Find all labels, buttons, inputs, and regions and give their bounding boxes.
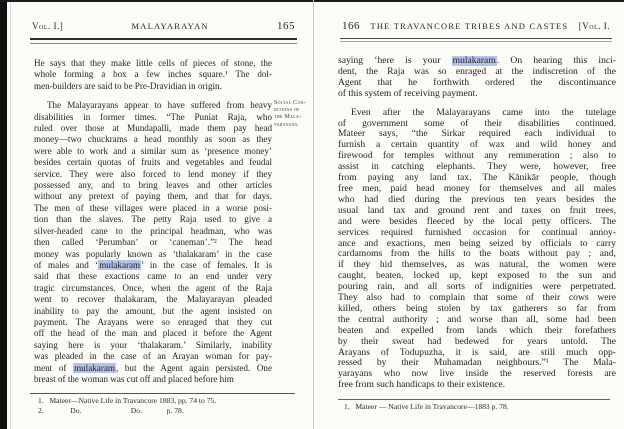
text-line: money—two chuckrams a head monthly as soon as they [34, 134, 272, 145]
text-line: money was popularly known as ‘thalakaram’ in the case [34, 248, 272, 259]
text-line: possessed any, and to bring leaves and other articles [34, 180, 272, 191]
footnote-rule [338, 399, 610, 400]
text-line: the Mala- [274, 114, 302, 121]
page-165 [8, 0, 313, 429]
text-line: the central authority ; and worse than all, some had been [338, 314, 616, 325]
text-line: silver-headed cane to the principal headman, who was [34, 225, 272, 236]
text-line: caught, beaten, locked up, kept exposed to the sun and [338, 271, 616, 282]
text-line: Even after the Malayarayans came into the tutelage [351, 107, 616, 118]
page-header [342, 20, 610, 32]
text-line: tragic circumstances. Once, when the agent of the Raja [34, 282, 272, 293]
text-line: of this system of receiving payment. [338, 88, 478, 99]
paragraph [34, 58, 272, 92]
text-line: cardamoms from the hills to the boats without pay ; and, [338, 249, 616, 260]
text-line: assist in catching elephants. They were, however, free [338, 162, 616, 173]
volume-label: [Vol. I. [578, 21, 610, 31]
text-line: were able to work and a similar sum as ‘presence money’ [34, 145, 272, 156]
running-title: THE TRAVANCORE TRIBES AND CASTES [370, 21, 569, 31]
text-line: furnish a certain quantity of wax and wild honey and [338, 140, 616, 151]
text-line: beaten and expelled from lands which their forefathers [338, 325, 616, 336]
text-line: was pleaded in the case of an Arayan woman for pay- [34, 351, 272, 362]
text-line: yarayans. [274, 121, 300, 128]
text-line: ruled over those at Mundapalli, made them pay head [34, 123, 272, 134]
text-line: They also had to complain that some of their cows were [338, 293, 616, 304]
search-highlight: mulakaram [452, 56, 496, 66]
text-line: payment. The Arayans were so enraged that they cut [34, 316, 272, 327]
text-line: men-builders are said to be Pre-Dravidian in origin. [34, 80, 222, 91]
text-line: yarayans who now live inside the reserved forests are [338, 369, 616, 380]
text-line: if they hid themselves, as was natural, the women were [338, 260, 616, 271]
text-line: by their sweat had bedewed for years untold. The [338, 336, 616, 347]
text-line: Mateer says, “the Sirkar required each individual to [338, 129, 616, 140]
text-line: of government some of their disabilities continued. [338, 118, 616, 129]
footnotes [38, 396, 313, 416]
text-line: went to recover thalakaram, the Malayarayan pleaded [34, 294, 272, 305]
text-line: He says that they make little cells of pieces of stone, the [34, 58, 272, 68]
page-body-text [338, 56, 616, 391]
page-number: 166 [342, 20, 360, 32]
text-line: without any pretext of paying them, and that for days. [34, 191, 272, 202]
text-line: The Malayarayans appear to have suffered from heavy [47, 100, 272, 111]
text-line: off the head of the man and placed it before the Agent [34, 328, 272, 339]
text-line: killed, others being stolen by tax gatherers so far from [338, 303, 616, 314]
search-highlight: mulakaram [74, 362, 115, 373]
left-scan-edge [0, 0, 7, 429]
page-header [32, 20, 295, 32]
text-line: ance and exactions, men being seized by officials to carry [338, 238, 616, 249]
paragraph [338, 56, 616, 100]
text-line: The men of these villages were placed in a worse posi- [34, 202, 272, 213]
page-166 [314, 0, 624, 429]
text-line: 1. Mateer — Native Life in Travancore—1883 p. 78. [344, 402, 509, 412]
text-line: service. They were also forced to lend money if they [34, 168, 272, 179]
text-line: firewood for temples without any remuneration ; also to [338, 151, 616, 162]
text-line: pouring rain, and all sorts of indignities were perpetrated. [338, 282, 616, 293]
paragraph [338, 108, 616, 392]
text-line: ressed by their Muhamadan neighbours.”¹ The Mala- [338, 358, 616, 369]
text-line: services required furnished occasion for continual annoy- [338, 227, 616, 238]
text-line: whole forming a box a few inches square.¹ The dol- [34, 69, 272, 80]
text-line: tion than the slaves. The petty Raja used to give a [34, 214, 272, 225]
text-line: said that these exactions came to an end under very [34, 271, 272, 282]
text-line: who had died during the previous ten years besides the [338, 194, 616, 205]
text-line: Arayans of Todupuzha, it is said, are still much opp- [338, 347, 616, 358]
text-line: ment of mulakaram, but the Agent again persisted. One [34, 362, 272, 373]
text-line: free men, paid head money for themselves and all males [338, 183, 616, 194]
page-body-text [34, 58, 307, 385]
text-line: from paying any land tax. The Kānikār people, though [338, 173, 616, 184]
text-line: besides certain quotas of fruits and vegetables and feudal [34, 157, 272, 168]
running-title: MALAYARAYAN [131, 21, 209, 31]
text-line: Social Con- [274, 100, 307, 106]
text-line: 1. Mateer—Native Life in Travancore 1883, pp. 74 to 75. [38, 396, 217, 406]
text-line: 2. Do. Do. p. 78. [38, 406, 184, 416]
text-line: usual land tax and ground rent and taxes on fruit trees, [338, 205, 616, 216]
text-line: dent, the Raja was so enraged at the indiscretion of the [338, 66, 616, 77]
text-line: inability to pay the amount, but the agent insisted on [34, 305, 272, 316]
text-line: ditions of [274, 107, 300, 114]
text-line: disabilities in former times. “The Puniat Raja, who [34, 111, 272, 122]
header-rule [340, 38, 612, 42]
text-line: saying here is your ‘thalakaram.’ Similarly, inability [34, 339, 272, 350]
footnote-rule [30, 393, 295, 394]
text-line: saying ‘here is your mulakaram. On hearing this inci- [338, 56, 616, 66]
search-highlight: mulakaram [99, 259, 141, 270]
text-line: and were besides fleeced by the local petty officers. The [338, 216, 616, 227]
text-line: free from such handicaps to their existence. [338, 380, 506, 391]
footnotes [344, 402, 624, 412]
page-number: 165 [276, 20, 295, 32]
volume-label: Vol. I.] [32, 21, 64, 31]
text-line: breast of the woman was cut off and placed before him [34, 373, 234, 384]
text-line: Agent that he forthwith ordered the discontinuance [338, 77, 616, 88]
text-line: then called ‘Perumban’ or ‘caneman’.”² The head [34, 237, 272, 248]
paragraph [34, 100, 272, 385]
header-rule [30, 38, 297, 44]
text-line: of males and ‘mulakaram’ in the case of females. It is [34, 259, 272, 270]
